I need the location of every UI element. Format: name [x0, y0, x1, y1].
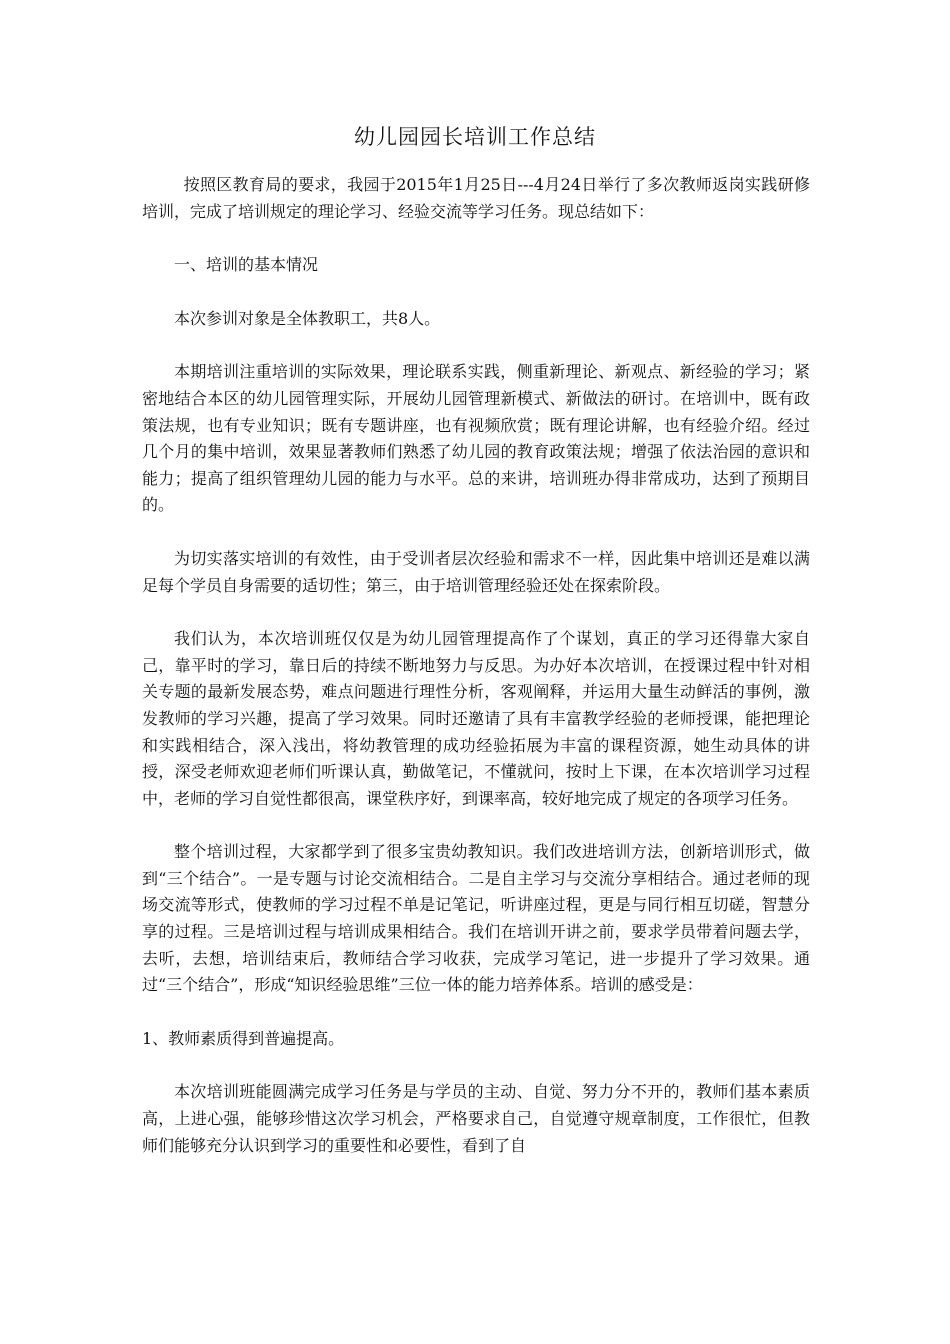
document-body	[142, 172, 810, 1186]
body-paragraph: 本次参训对象是全体教职工，共8人。	[174, 308, 441, 328]
body-paragraph: 本次培训班能圆满完成学习任务是与学员的主动、自觉、努力分不开的，教师们基本素质高，上进心强，能够珍惜这次学习机会，严格要求自己，自觉遵守规章制度，工作很忙，但教师们能够充分认识到学习的重要性和必要性，看到了自	[142, 1082, 810, 1155]
body-paragraph: 本期培训注重培训的实际效果，理论联系实践，侧重新理论、新观点、新经验的学习；紧密地结合本区的幼儿园管理实际，开展幼儿园管理新模式、新做法的研讨。在培训中，既有政策法规，也有专业知识；既有专题讲座，也有视频欣赏；既有理论讲解，也有经验介绍。经过几个月的集中培训，效果显著教师们熟悉了幼儿园的教育政策法规；增强了依法治园的意识和能力；提高了组织管理幼儿园的能力与水平。总的来讲，培训班办得非常成功，达到了预期目的。	[142, 362, 810, 515]
body-paragraph: 我们认为，本次培训班仅仅是为幼儿园管理提高作了个谋划，真正的学习还得靠大家自己，靠平时的学习，靠日后的持续不断地努力与反思。为办好本次培训，在授课过程中针对相关专题的最新发展态势，难点问题进行理性分析，客观阐释，并运用大量生动鲜活的事例，激发教师的学习兴趣，提高了学习效果。同时还邀请了具有丰富教学经验的老师授课，能把理论和实践相结合，深入浅出，将幼教管理的成功经验拓展为丰富的课程资源，她生动具体的讲授，深受老师欢迎老师们听课认真，勤做笔记，不懂就问，按时上下课，在本次培训学习过程中，老师的学习自觉性都很高，课堂秩序好，到课率高，较好地完成了规定的各项学习任务。	[142, 629, 810, 808]
body-paragraph: 整个培训过程，大家都学到了很多宝贵幼教知识。我们改进培训方法，创新培训形式，做到“三个结合”。一是专题与讨论交流相结合。二是自主学习与交流分享相结合。通过老师的现场交流等形式，使教师的学习过程不单是记笔记，听讲座过程，更是与同行相互切磋，智慧分享的过程。三是培训过程与培训成果相结合。我们在培训开讲之前，要求学员带着问题去学，去听，去想，培训结束后，教师结合学习收获，完成学习笔记，进一步提升了学习效果。通过“三个结合”，形成“知识经验思维”三位一体的能力培养体系。培训的感受是：	[142, 842, 810, 995]
section-heading: 一、培训的基本情况	[174, 255, 319, 275]
intro-paragraph: 按照区教育局的要求，我园于2015年1月25日---4月24日举行了多次教师返岗实践研修培训，完成了培训规定的理论学习、经验交流等学习任务。现总结如下：	[142, 175, 810, 221]
document-title: 幼儿园园长培训工作总结	[354, 125, 596, 149]
body-paragraph: 为切实落实培训的有效性，由于受训者层次经验和需求不一样，因此集中培训还是难以满足每个学员自身需要的适切性；第三，由于培训管理经验还处在探索阶段。	[142, 548, 810, 595]
numbered-heading: 1、教师素质得到普遍提高。	[142, 1028, 345, 1048]
